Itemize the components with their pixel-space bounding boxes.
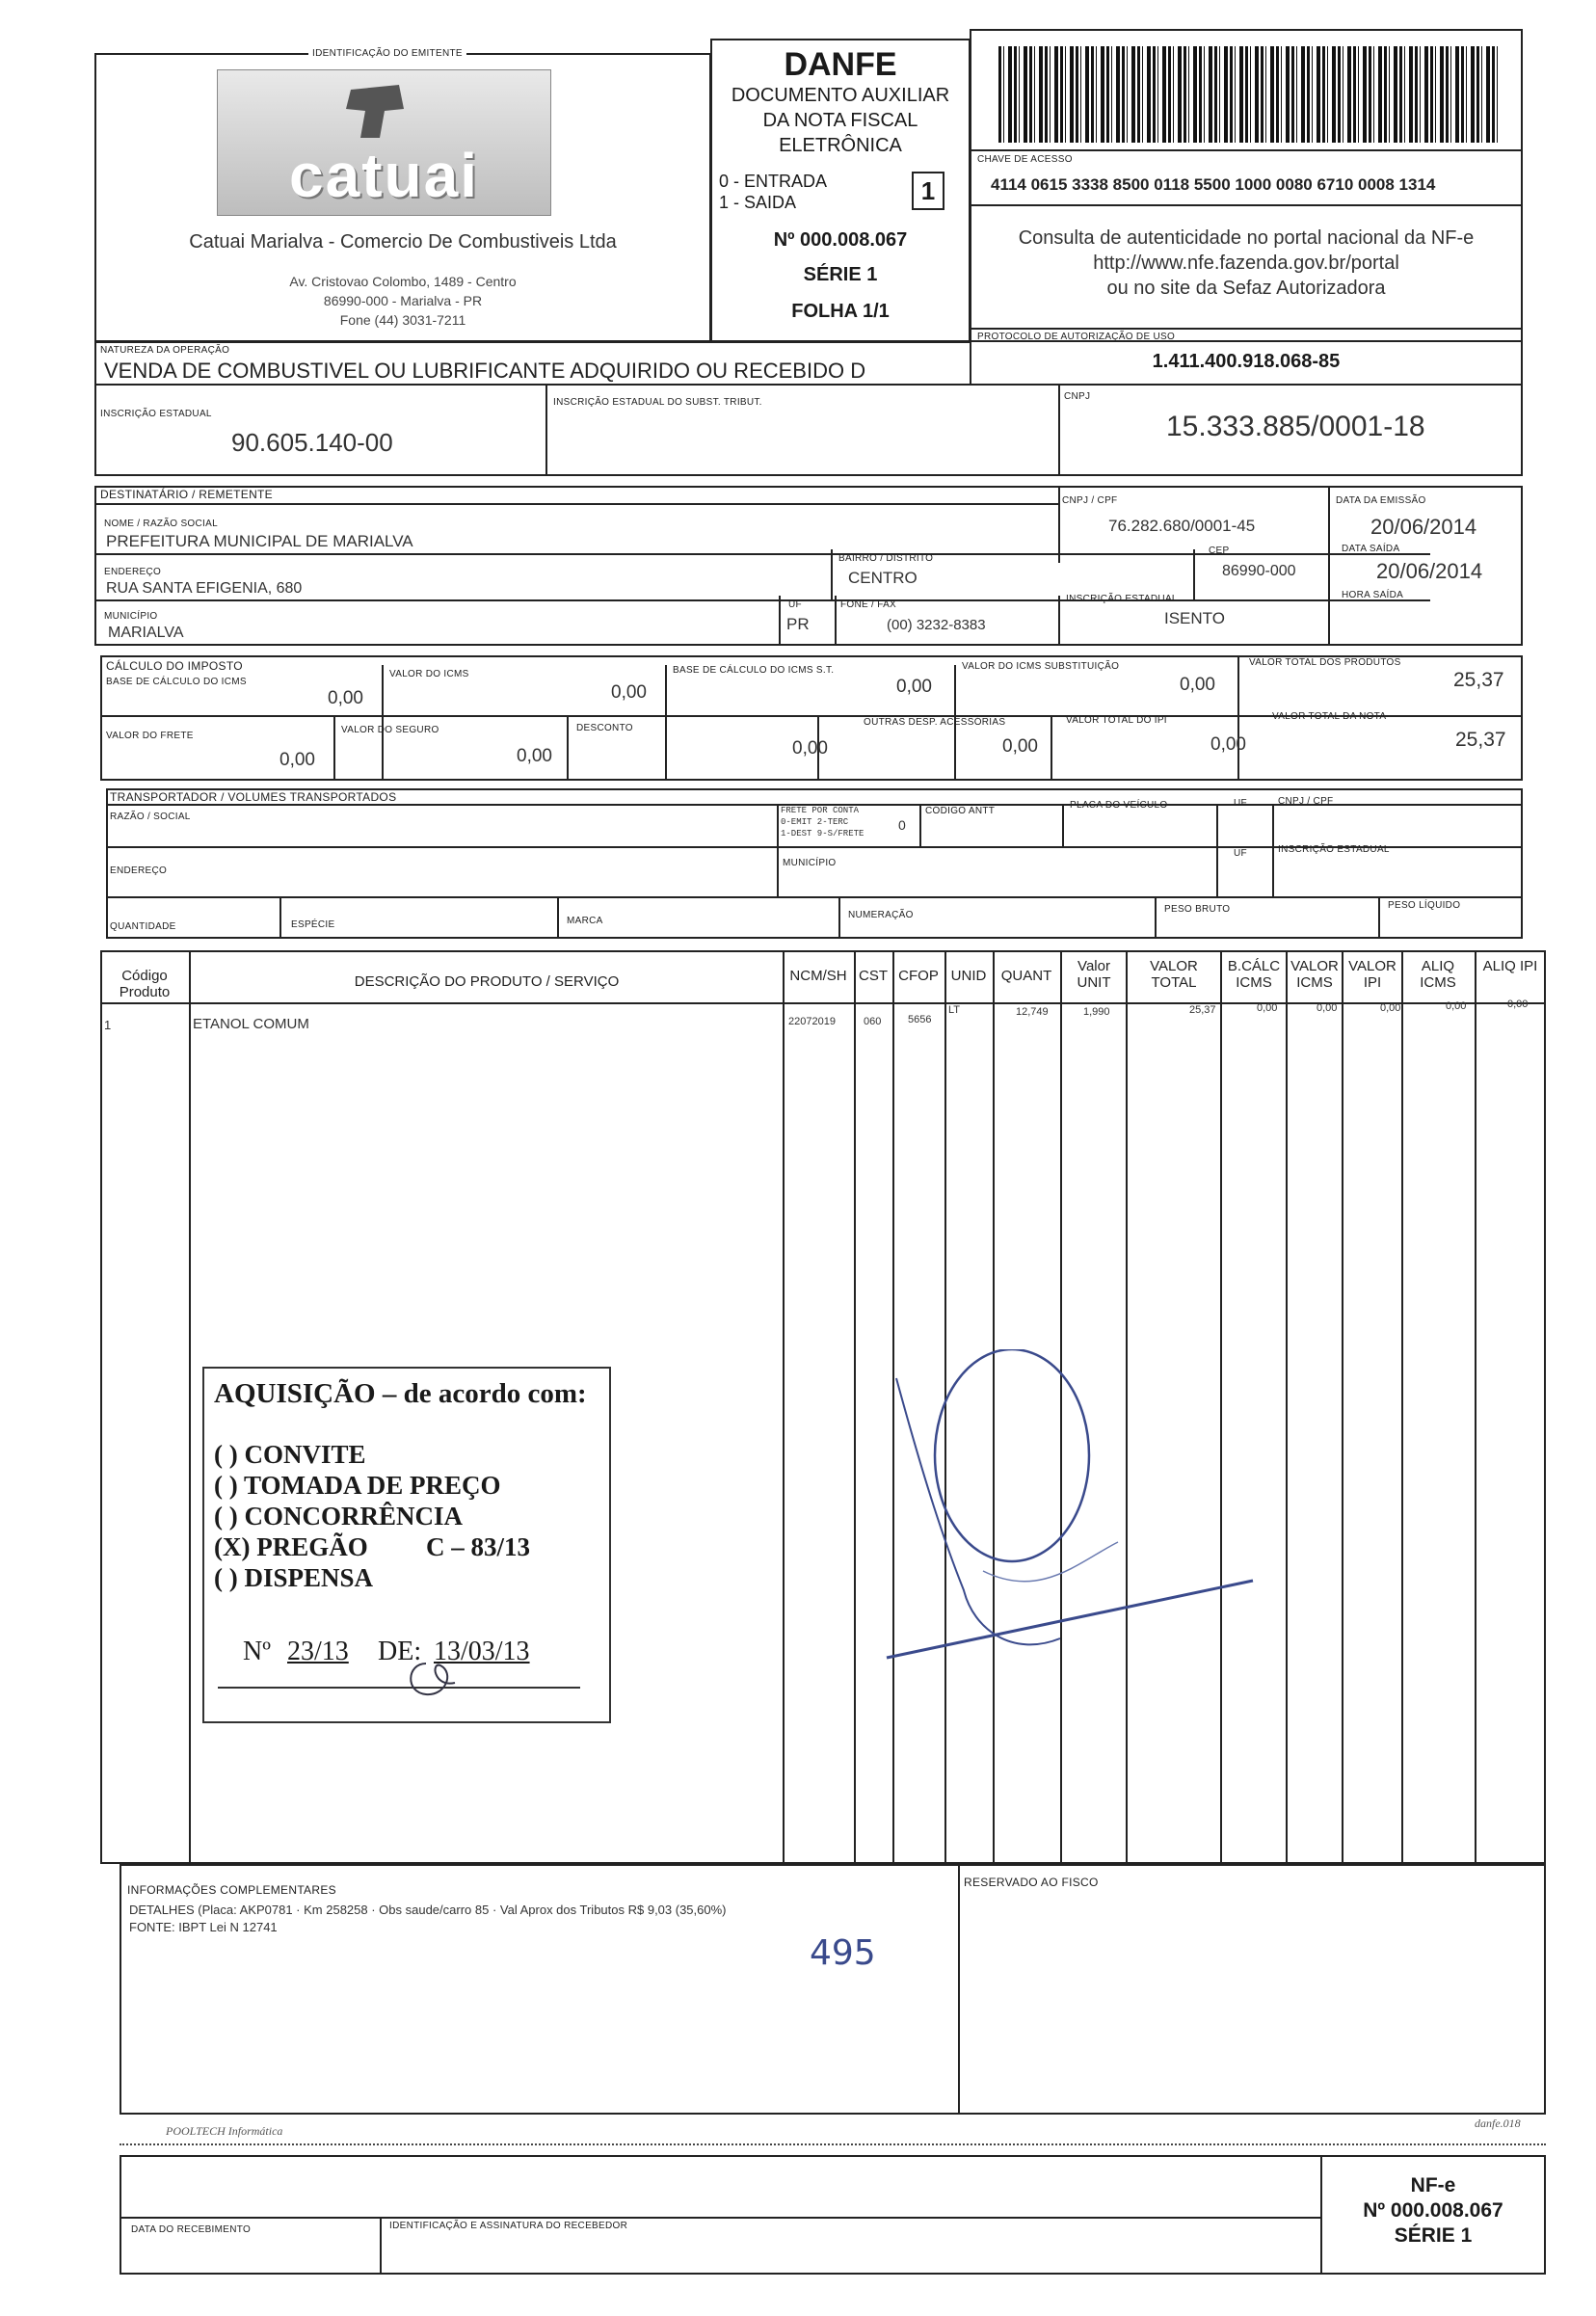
stamp-tomada: ( ) TOMADA DE PREÇO (214, 1471, 501, 1500)
danfe-folha: FOLHA 1/1 (791, 301, 890, 322)
issuer-logo (217, 69, 551, 216)
gross-label: PESO BRUTO (1164, 904, 1231, 915)
exit-date: 20/06/2014 (1376, 559, 1483, 583)
row-unit-price: 1,990 (1083, 1006, 1110, 1018)
barcode (998, 46, 1500, 143)
discount-label: DESCONTO (576, 723, 633, 733)
col-ncm: NCM/SH (789, 968, 847, 984)
freight-value: 0 (898, 817, 906, 833)
base-icms-label: BASE DE CÁLCULO DO ICMS (106, 677, 247, 687)
danfe-subtitle3: ELETRÔNICA (779, 135, 902, 156)
row-cst: 060 (864, 1016, 882, 1027)
col-unit-price: Valor UNIT (1077, 958, 1111, 991)
transport-v8 (838, 896, 840, 939)
cut-line (120, 2143, 1546, 2145)
consult-line2: http://www.nfe.fazenda.gov.br/portal (1093, 253, 1399, 274)
col-cst: CST (859, 968, 888, 984)
receipt-nfe-number: Nº 000.008.067 (1363, 2199, 1503, 2222)
row-ipi: 0,00 (1380, 1002, 1401, 1014)
insurance: 0,00 (517, 746, 552, 766)
base-st: 0,00 (896, 677, 932, 697)
city-label: MUNICÍPIO (104, 611, 158, 622)
col-ipi: VALOR IPI (1348, 958, 1396, 991)
danfe-subtitle1: DOCUMENTO AUXILIAR (731, 85, 950, 106)
col-aliq-icms: ALIQ ICMS (1420, 958, 1456, 991)
net-label: PESO LÍQUIDO (1388, 900, 1461, 911)
stamp-num-label: Nº (243, 1637, 271, 1666)
row-base-icms: 0,00 (1257, 1002, 1278, 1014)
freight-label: VALOR DO FRETE (106, 731, 194, 741)
col-v-ncm (854, 950, 856, 1864)
stamp-pregao: (X) PREGÃO (214, 1532, 368, 1561)
icms: 0,00 (611, 682, 647, 703)
row-ncm: 22072019 (788, 1016, 836, 1027)
uf-label: UF (788, 599, 802, 610)
insurance-label: VALOR DO SEGURO (341, 725, 439, 735)
uf: PR (786, 615, 810, 633)
stamp-pregao-ref: C – 83/13 (426, 1532, 530, 1561)
issuer-name: Catuai Marialva - Comercio De Combustiveis Ltda (189, 231, 617, 253)
col-v-desc (783, 950, 785, 1864)
tax-v4 (1237, 655, 1239, 781)
col-aliq-ipi: ALIQ IPI (1482, 958, 1538, 974)
protocol-value: 1.411.400.918.068-85 (1152, 351, 1341, 372)
antt-label: CÓDIGO ANTT (925, 806, 996, 816)
stamp-convite: ( ) CONVITE (214, 1440, 366, 1469)
recipient-vline-date (1328, 486, 1330, 646)
row-desc: ETANOL COMUM (193, 1016, 309, 1032)
transport-section-label: TRANSPORTADOR / VOLUMES TRANSPORTADOS (110, 790, 397, 804)
access-divider-mid (970, 204, 1523, 206)
recipient-hline2 (94, 553, 1430, 555)
issuer-address1: Av. Cristovao Colombo, 1489 - Centro (289, 274, 517, 289)
recipient-name: PREFEITURA MUNICIPAL DE MARIALVA (106, 532, 413, 550)
extra-box (120, 1864, 1546, 2115)
row-code: 1 (104, 1018, 112, 1032)
col-desc: DESCRIÇÃO DO PRODUTO / SERVIÇO (354, 973, 620, 990)
recipient-ie-label: INSCRIÇÃO ESTADUAL (1066, 594, 1178, 604)
tax-v6 (567, 715, 569, 781)
stamp-dispensa: ( ) DISPENSA (214, 1563, 374, 1592)
recipient-address-label: ENDEREÇO (104, 567, 162, 577)
transport-v4 (1216, 804, 1218, 896)
recipient-vline-uf (779, 596, 781, 646)
acquisition-stamp (202, 1367, 611, 1723)
danfe-title: DANFE (784, 46, 897, 83)
qty-label: QUANTIDADE (110, 921, 176, 932)
danfe-subtitle2: DA NOTA FISCAL (762, 110, 918, 131)
transport-v10 (1378, 896, 1380, 939)
city: MARIALVA (108, 625, 184, 641)
district: CENTRO (848, 569, 918, 587)
base-icms: 0,00 (328, 688, 363, 708)
ie-divider1 (545, 384, 547, 476)
issuer-phone: Fone (44) 3031-7211 (339, 312, 466, 328)
phone-label: FONE / FAX (840, 599, 897, 610)
form-code: danfe.018 (1475, 2116, 1521, 2130)
tax-v1 (382, 665, 384, 781)
freight-label-line2: 0-EMIT 2-TERC (781, 817, 849, 827)
recipient-vline-phone (835, 596, 837, 646)
access-key-label: CHAVE DE ACESSO (977, 154, 1073, 165)
col-v-icms (1342, 950, 1343, 1864)
icms-label: VALOR DO ICMS (389, 669, 469, 679)
recipient-hline3 (94, 599, 1430, 601)
ie-divider2 (1058, 384, 1060, 476)
receipt-h (120, 2217, 1320, 2219)
col-v-ipi (1401, 950, 1403, 1864)
row-total: 25,37 (1189, 1004, 1216, 1016)
row-qty: 12,749 (1016, 1006, 1049, 1018)
transport-h3 (106, 896, 1523, 898)
col-icms: VALOR ICMS (1290, 958, 1339, 991)
carrier-city-label: MUNICÍPIO (783, 858, 837, 868)
total-note-label: VALOR TOTAL DA NOTA (1272, 711, 1387, 722)
tax-v8 (1051, 715, 1052, 781)
total-products: 25,37 (1453, 669, 1504, 691)
stamp-date-label: DE: (378, 1637, 422, 1666)
total-note: 25,37 (1455, 729, 1506, 751)
fuel-nozzle-icon (332, 80, 418, 147)
emission-label: DATA DA EMISSÃO (1336, 495, 1426, 506)
total-products-label: VALOR TOTAL DOS PRODUTOS (1249, 657, 1401, 668)
danfe-type-box: 1 (912, 172, 944, 210)
ie-value: 90.605.140-00 (231, 428, 393, 457)
director-signature (867, 1349, 1272, 1696)
discount: 0,00 (792, 738, 828, 759)
transport-v3 (1062, 804, 1064, 848)
cnpj-value: 15.333.885/0001-18 (1166, 411, 1425, 442)
col-v-code (189, 950, 191, 1864)
transport-v7 (557, 896, 559, 939)
consult-line1: Consulta de autenticidade no portal nacional da NF-e (1018, 227, 1475, 249)
col-cfop: CFOP (898, 968, 939, 984)
row-icms: 0,00 (1317, 1002, 1338, 1014)
plate-label: PLACA DO VEÍCULO (1070, 800, 1168, 811)
emission-date: 20/06/2014 (1370, 515, 1477, 539)
recipient-hline1 (94, 503, 1058, 505)
row-aliq-ipi: 0,00 (1507, 998, 1529, 1010)
danfe-entrada: 0 - ENTRADA (719, 172, 828, 191)
recipient-name-label: NOME / RAZÃO SOCIAL (104, 519, 218, 529)
col-code: Código Produto (119, 968, 171, 1000)
col-total: VALOR TOTAL (1150, 958, 1198, 991)
initials-signature (397, 1654, 474, 1702)
recipient-address: RUA SANTA EFIGENIA, 680 (106, 580, 303, 597)
cep-label: CEP (1209, 546, 1230, 556)
receipt-v1 (380, 2217, 382, 2275)
other-label: OUTRAS DESP. ACESSÓRIAS (864, 717, 1006, 728)
issuer-section-label: IDENTIFICAÇÃO DO EMITENTE (308, 48, 466, 59)
exit-label: DATA SAÍDA (1342, 544, 1400, 554)
receipt-date-label: DATA DO RECEBIMENTO (131, 2224, 252, 2235)
icms-st: 0,00 (1180, 675, 1215, 695)
ipi: 0,00 (1210, 734, 1246, 755)
phone: (00) 3232-8383 (887, 617, 986, 633)
recipient-cnpj: 76.282.680/0001-45 (1108, 517, 1256, 535)
transport-v2 (919, 804, 921, 848)
hour-label: HORA SAÍDA (1342, 590, 1404, 600)
issuer-address2: 86990-000 - Marialva - PR (323, 293, 483, 308)
carrier-uf-label-2: UF (1234, 848, 1247, 859)
icms-st-label: VALOR DO ICMS SUBSTITUIÇÃO (962, 661, 1120, 672)
extra-label: INFORMAÇÕES COMPLEMENTARES (127, 1883, 336, 1897)
recipient-vline-addr (831, 549, 833, 601)
cnpj-label: CNPJ (1064, 391, 1091, 402)
tax-section-label: CÁLCULO DO IMPOSTO (106, 659, 243, 673)
software-credit: POOLTECH Informática (166, 2124, 283, 2138)
carrier-cnpj-label: CNPJ / CPF (1278, 796, 1334, 807)
danfe-saida: 1 - SAIDA (719, 193, 797, 212)
other: 0,00 (1002, 736, 1038, 757)
brand-label: MARCA (567, 916, 603, 926)
freight-label-line1: FRETE POR CONTA (781, 806, 860, 815)
logo-text: catuai (289, 141, 479, 210)
nature-label: NATUREZA DA OPERAÇÃO (100, 345, 230, 356)
recipient-section-label: DESTINATÁRIO / REMETENTE (100, 488, 273, 501)
ie-label: INSCRIÇÃO ESTADUAL (100, 409, 212, 419)
ie-st-label: INSCRIÇÃO ESTADUAL DO SUBST. TRIBUT. (553, 397, 762, 408)
col-qty: QUANT (1000, 968, 1052, 984)
species-label: ESPÉCIE (291, 919, 335, 930)
stamp-num-value: 23/13 (287, 1637, 349, 1666)
transport-v9 (1155, 896, 1157, 939)
extra-divider (958, 1864, 960, 2115)
recipient-cnpj-label: CNPJ / CPF (1062, 495, 1118, 506)
recipient-vline-ie (1058, 596, 1060, 646)
stamp-title: AQUISIÇÃO – de acordo com: (214, 1378, 587, 1409)
numbering-label: NUMERAÇÃO (848, 910, 914, 920)
col-unid: UNID (950, 968, 987, 984)
access-key: 4114 0615 3338 8500 0118 5500 1000 0080 6710 0008 1314 (991, 175, 1436, 194)
extra-line1: DETALHES (Placa: AKP0781 · Km 258258 · Obs saude/carro 85 · Val Aprox dos Tributos R$ 9,03 (35,60%) (129, 1903, 727, 1917)
col-v-base (1286, 950, 1288, 1864)
consult-line3: ou no site da Sefaz Autorizadora (1106, 278, 1386, 299)
transport-v1 (777, 804, 779, 896)
row-unit: LT (948, 1004, 961, 1016)
recipient-vline-name (1058, 486, 1060, 563)
handwritten-number: 495 (810, 1933, 876, 1973)
receipt-nfe-serie: SÉRIE 1 (1394, 2224, 1473, 2247)
cep: 86990-000 (1222, 563, 1296, 579)
fisco-label: RESERVADO AO FISCO (964, 1876, 1099, 1889)
col-base-icms: B.CÁLC ICMS (1227, 958, 1281, 991)
protocol-label: PROTOCOLO DE AUTORIZAÇÃO DE USO (977, 332, 1176, 342)
row-cfop: 5656 (908, 1014, 932, 1025)
stamp-concorrencia: ( ) CONCORRÊNCIA (214, 1502, 463, 1531)
stamp-date-value: 13/03/13 (434, 1637, 530, 1666)
base-st-label: BASE DE CÁLCULO DO ICMS S.T. (673, 665, 835, 676)
access-divider-top (970, 149, 1523, 151)
transport-v5 (1272, 804, 1274, 896)
transport-v6 (279, 896, 281, 939)
danfe-serie: SÉRIE 1 (803, 264, 878, 285)
danfe-number: Nº 000.008.067 (773, 229, 908, 251)
carrier-name-label: RAZÃO / SOCIAL (110, 812, 191, 822)
row-aliq-icms: 0,00 (1446, 1000, 1467, 1012)
tax-v5 (333, 715, 335, 781)
freight-label-line3: 1-DEST 9-S/FRETE (781, 829, 864, 839)
ipi-label: VALOR TOTAL DO IPI (1066, 715, 1167, 726)
carrier-address-label: ENDEREÇO (110, 865, 168, 876)
nature-value: VENDA DE COMBUSTIVEL OU LUBRIFICANTE ADQUIRIDO OU RECEBIDO D (104, 359, 866, 383)
freight: 0,00 (279, 750, 315, 770)
col-v-aliq (1475, 950, 1476, 1864)
extra-line2: FONTE: IBPT Lei N 12741 (129, 1920, 278, 1934)
receipt-nfe: NF-e (1410, 2174, 1456, 2196)
tax-v2 (665, 665, 667, 781)
carrier-uf-label: UF (1234, 798, 1247, 809)
receipt-sign-label: IDENTIFICAÇÃO E ASSINATURA DO RECEBEDOR (389, 2221, 628, 2231)
district-label: BAIRRO / DISTRITO (838, 553, 934, 564)
recipient-vline-cep (1193, 549, 1195, 601)
carrier-ie-label: INSCRIÇÃO ESTADUAL (1278, 844, 1390, 855)
recipient-ie: ISENTO (1164, 609, 1225, 627)
